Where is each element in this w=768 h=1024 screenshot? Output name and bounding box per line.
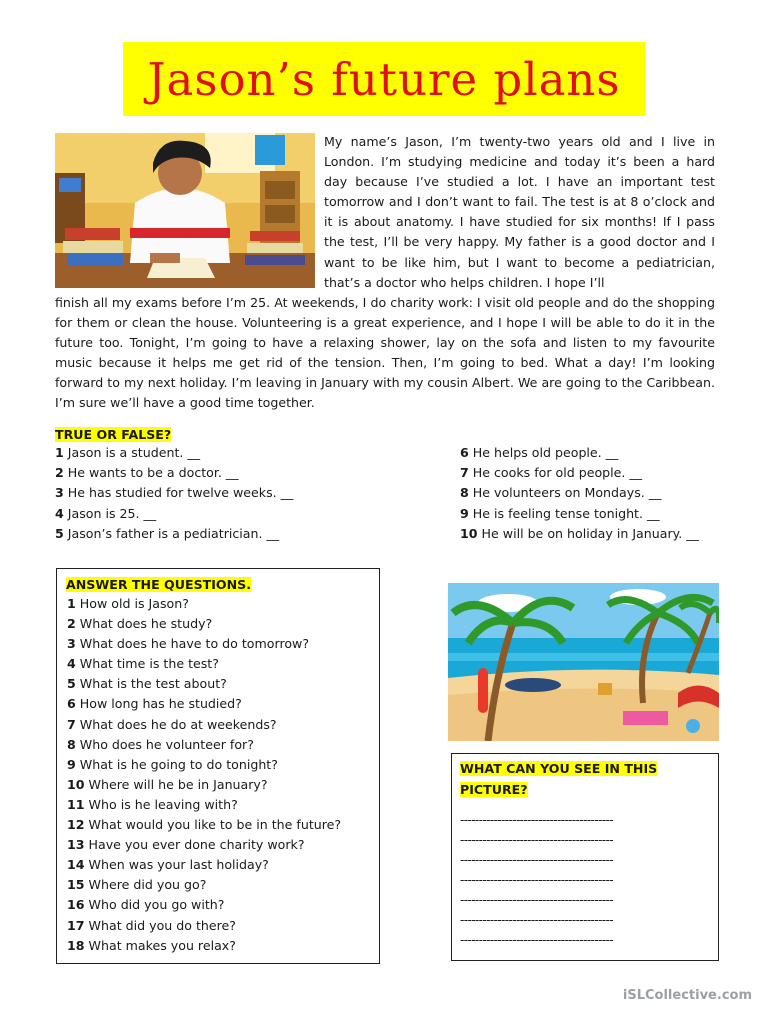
questions-title: ANSWER THE QUESTIONS.	[66, 577, 252, 592]
jason-studying-illustration	[55, 133, 315, 288]
item-text: He helps old people. __	[472, 445, 619, 460]
true-false-right-column	[460, 443, 699, 544]
question-item	[67, 614, 341, 634]
question-text: What did you do there?	[88, 917, 236, 933]
true-false-heading	[55, 424, 171, 443]
picture-task-heading	[460, 758, 700, 800]
question-text: What is he going to do tonight?	[79, 756, 278, 772]
question-item	[67, 694, 341, 714]
question-item	[67, 855, 341, 875]
question-text: Who does he volunteer for?	[79, 736, 254, 752]
question-number: 9	[67, 756, 76, 772]
question-item	[67, 735, 341, 755]
true-false-item	[460, 483, 699, 503]
question-text: How old is Jason?	[79, 596, 189, 611]
question-number: 10	[67, 776, 85, 792]
question-text: Who did you go with?	[88, 897, 225, 913]
answer-line[interactable]: -----------------------------------------	[460, 893, 613, 907]
page-title: Jason’s future plans	[147, 52, 621, 106]
question-item	[67, 936, 341, 956]
question-number: 8	[67, 736, 76, 752]
question-item	[67, 795, 341, 815]
question-item	[67, 634, 341, 654]
answer-line[interactable]: -----------------------------------------	[460, 853, 613, 867]
picture-task-box	[451, 753, 719, 961]
question-item	[67, 916, 341, 936]
intro-text-full-width	[55, 293, 715, 414]
question-item	[67, 875, 341, 895]
question-number: 16	[67, 897, 85, 913]
question-text: What makes you relax?	[88, 937, 236, 953]
answer-line[interactable]: -----------------------------------------	[460, 873, 613, 887]
true-false-item	[460, 463, 699, 483]
question-number: 2	[67, 616, 76, 632]
item-text: He wants to be a doctor. __	[67, 465, 239, 481]
question-text: What time is the test?	[79, 656, 219, 672]
question-item	[67, 775, 341, 795]
question-number: 6	[67, 696, 76, 712]
true-false-item	[55, 463, 293, 483]
item-text: He will be on holiday in January. __	[481, 525, 699, 541]
item-text: Jason is a student. __	[67, 445, 200, 460]
questions-box	[56, 568, 380, 964]
question-number: 13	[67, 837, 85, 853]
item-text: He is feeling tense tonight. __	[472, 505, 660, 521]
question-text: Where will he be in January?	[88, 776, 268, 792]
questions-list	[67, 594, 341, 956]
question-text: What does he do at weekends?	[79, 716, 277, 732]
item-number: 3	[55, 485, 64, 501]
question-number: 7	[67, 716, 76, 732]
question-item	[67, 674, 341, 694]
question-number: 4	[67, 656, 76, 672]
item-number: 8	[460, 485, 469, 501]
answer-line[interactable]: -----------------------------------------	[460, 833, 613, 847]
watermark-footer: iSLCollective.com	[622, 988, 752, 1003]
answer-line[interactable]: -----------------------------------------	[460, 913, 613, 927]
question-text: Where did you go?	[88, 877, 207, 893]
picture-task-title-line1: WHAT CAN YOU SEE IN THIS	[460, 761, 658, 776]
true-false-item	[55, 504, 293, 524]
answer-line[interactable]: -----------------------------------------	[460, 813, 613, 827]
question-number: 14	[67, 857, 85, 873]
question-number: 5	[67, 676, 76, 692]
question-item	[67, 654, 341, 674]
item-text: He cooks for old people. __	[472, 465, 643, 481]
true-false-item	[460, 443, 699, 463]
picture-task-title-line2: PICTURE?	[460, 782, 528, 797]
answer-lines	[460, 810, 710, 950]
true-false-title: TRUE OR FALSE?	[55, 427, 172, 442]
item-number: 5	[55, 525, 64, 541]
question-text: Who is he leaving with?	[88, 796, 238, 812]
question-text: Have you ever done charity work?	[88, 837, 305, 853]
true-false-item	[55, 483, 293, 503]
true-false-item	[460, 504, 699, 524]
question-item	[67, 895, 341, 915]
question-item	[67, 815, 341, 835]
item-number: 10	[460, 525, 478, 541]
title-banner	[123, 42, 645, 116]
item-number: 2	[55, 465, 64, 481]
question-item	[67, 594, 341, 614]
item-number: 6	[460, 445, 469, 460]
question-number: 11	[67, 796, 85, 812]
question-number: 15	[67, 877, 85, 893]
item-text: He volunteers on Mondays. __	[472, 485, 662, 501]
question-text: What does he have to do tomorrow?	[79, 636, 310, 652]
question-number: 12	[67, 817, 85, 833]
question-number: 1	[67, 596, 76, 611]
item-number: 9	[460, 505, 469, 521]
question-item	[67, 755, 341, 775]
true-false-left-column	[55, 443, 293, 544]
question-text: How long has he studied?	[79, 696, 242, 712]
question-text: What does he study?	[79, 616, 213, 632]
item-text: Jason’s father is a pediatrician. __	[67, 525, 280, 541]
question-text: What would you like to be in the future?	[88, 817, 342, 833]
item-number: 1	[55, 445, 64, 460]
questions-heading	[66, 574, 251, 593]
question-text: When was your last holiday?	[88, 857, 269, 873]
item-text: He has studied for twelve weeks. __	[67, 485, 294, 501]
intro-paragraph-part2: finish all my exams before I’m 25. At weekends, I do charity work: I visit old people and do the shopping for them or clean the house. Volunteering is a great experience, and I hope I will be able to do it in the future too. Tonight, I’m going to have a relaxing shower, lay on the sofa and listen to my favourite music because it helps me get rid of the tension. Then, I’m going to bed. What a day! I’m looking forward to my next holiday. I’m leaving in January with my cousin Albert. We are going to the Caribbean. I’m sure we’ll have a good time together.	[55, 295, 715, 411]
beach-illustration-svg	[448, 583, 719, 741]
question-item	[67, 835, 341, 855]
item-number: 7	[460, 465, 469, 481]
question-number: 17	[67, 917, 85, 933]
true-false-item	[460, 524, 699, 544]
question-item	[67, 715, 341, 735]
beach-illustration	[448, 583, 719, 741]
item-text: Jason is 25. __	[67, 505, 157, 521]
true-false-item	[55, 443, 293, 463]
answer-line[interactable]: -----------------------------------------	[460, 933, 613, 947]
true-false-item	[55, 524, 293, 544]
jason-illustration-svg	[55, 133, 315, 288]
intro-text-beside-image	[324, 132, 715, 293]
item-number: 4	[55, 505, 64, 521]
question-number: 18	[67, 937, 85, 953]
question-number: 3	[67, 636, 76, 652]
intro-paragraph-part1: My name’s Jason, I’m twenty-two years old and I live in London. I’m studying medicine and today it’s been a hard day because I’ve studied a lot. I have an important test tomorrow and I don’t want to fail. The test is at 8 o’clock and it is about anatomy. I have studied for six months! If I pass the test, I’ll be very happy. My father is a good doctor and I want to be like him, but I want to become a pediatrician, that’s a doctor who helps children. I hope I’ll	[324, 134, 715, 290]
question-text: What is the test about?	[79, 676, 227, 692]
